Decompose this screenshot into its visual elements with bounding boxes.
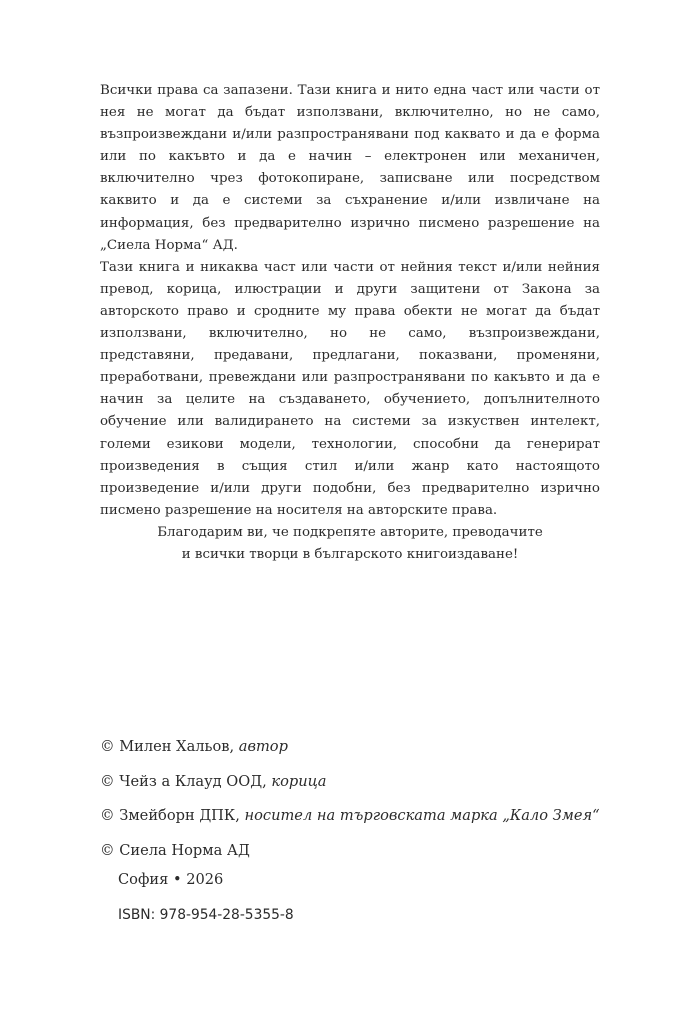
credit-holder: Сиела Норма АД [119, 841, 250, 859]
copyright-symbol: © [100, 807, 115, 825]
credit-role: носител на търговската марка „Кало Змея“ [244, 807, 600, 825]
copyright-symbol: © [100, 841, 115, 859]
thanks-line-1: Благодарим ви, че подкрепяте авторите, преводачите [157, 524, 543, 540]
credit-holder: Змейборн ДПК, [119, 807, 240, 825]
credit-role: автор [238, 738, 288, 755]
credit-trademark [100, 799, 620, 834]
credit-role: корица [271, 772, 327, 790]
isbn: ISBN: 978-954-28-5355-8 [118, 906, 294, 923]
credit-holder: Милен Хальов, [119, 738, 235, 755]
credit-holder: Чейз а Клауд ООД, [119, 772, 267, 790]
rights-paragraph-2: Тази книга и никаква част или части от нейния текст и/или нейния превод, корица, илюстрации и други защитени от Закона за авторското право и сродните му права обекти не могат да бъдат използвани, включително, но не само, възпроизвеждани, представяни, предавани, предлагани, показвани, променяни, преработвани, превеждани или разпространявани по какъвто и да е начин за целите на създаването, обучението, допълнителното обучение или валидирането на системи за изкуствен интелект, големи езикови модели, технологии, способни да генерират произведения в същия стил и/или жанр като настоящото произведение и/или други подобни, без предварително изрично писмено разрешение на носителя на авторските права. [100, 259, 600, 518]
credit-author [100, 730, 620, 765]
copyright-symbol: © [100, 772, 115, 790]
copyright-symbol: © [100, 738, 115, 755]
rights-notice [100, 80, 600, 566]
thanks-line-2: и всички творци в българското книгоиздаване! [181, 546, 519, 562]
credit-cover [100, 765, 620, 800]
place-year: София • 2026 [118, 871, 224, 888]
imprint [118, 863, 294, 932]
rights-paragraph-1: Всички права са запазени. Тази книга и нито една част или части от нея не могат да бъдат използвани, включително, но не само, възпроизвеждани и/или разпространявани под каквато и да е форма или по какъвто и да е начин – електронен или механичен, включително чрез фотокопиране, записване или посредством каквито и да е системи за съхранение и/или извличане на информация, без предварително изрично писмено разрешение на „Сиела Норма“ АД. [100, 83, 600, 253]
copyright-credits [100, 730, 620, 868]
